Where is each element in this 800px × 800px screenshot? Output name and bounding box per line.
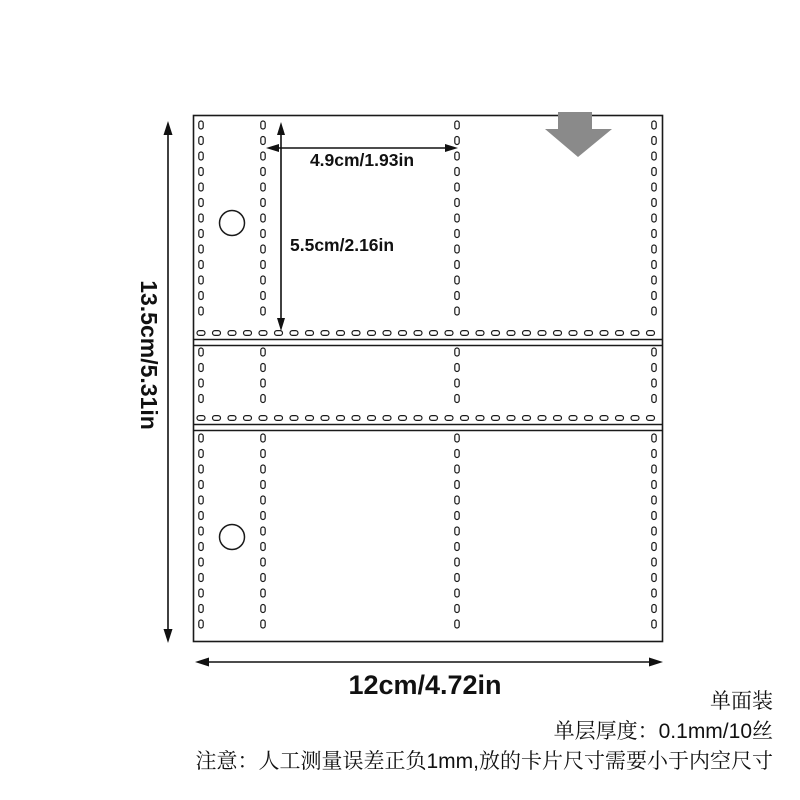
page-width-dimension [195,658,663,667]
binder-hole-bottom [220,525,245,550]
product-notes [196,687,774,777]
binder-hole-top [220,211,245,236]
note-measure-warning: 注意：人工测量误差正负1mm,放的卡片尺寸需要小于内空尺寸 [195,750,773,773]
pocket-width-label: 4.9cm/1.93in [309,150,415,170]
pocket-height-label: 5.5cm/2.16in [290,235,395,255]
page-height-dimension [164,121,173,643]
page-height-label: 13.5cm/5.31in [136,280,162,430]
page-width-label: 12cm/4.72in [348,670,502,700]
note-packing: 单面装 [710,690,773,713]
note-thickness: 单层厚度：0.1mm/10丝 [553,720,773,743]
